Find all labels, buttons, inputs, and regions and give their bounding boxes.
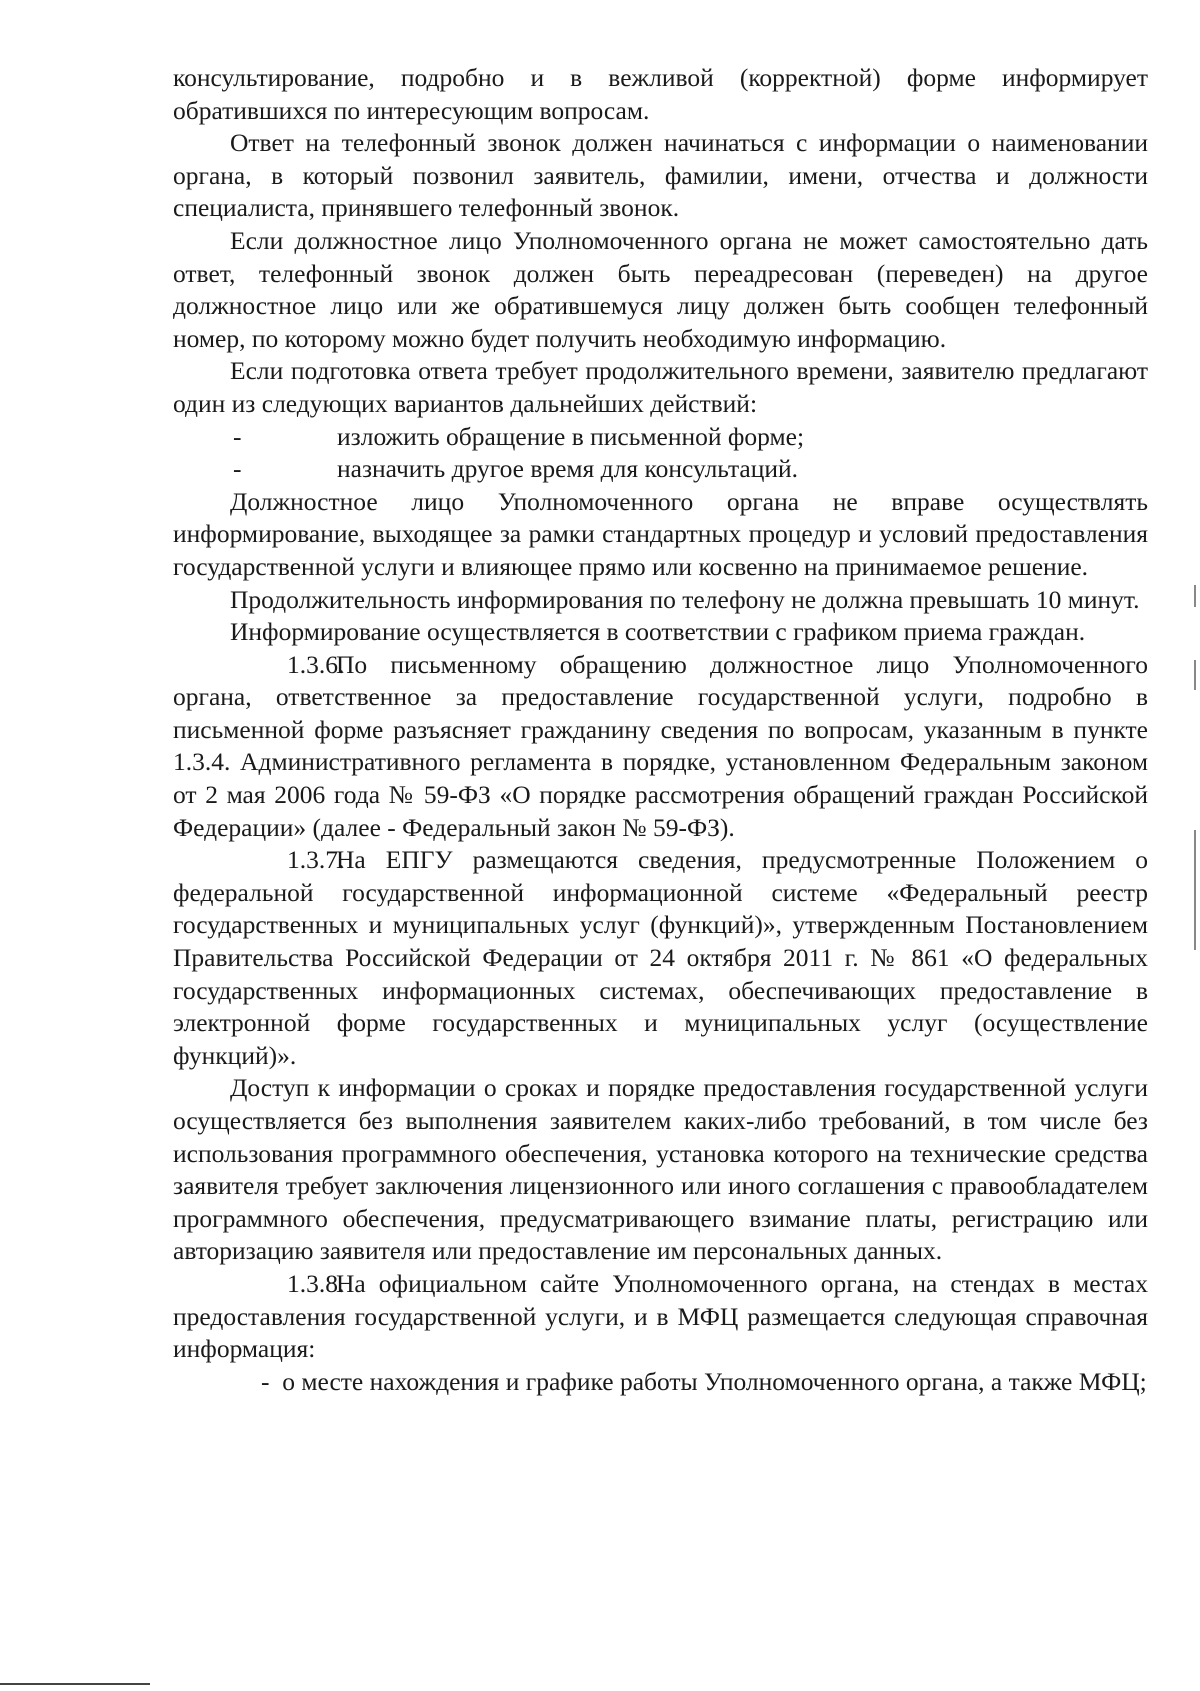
paragraph: Если подготовка ответа требует продолжительного времени, заявителю предлагают один из следующих вариантов дальнейших действий: <box>173 356 1148 418</box>
numbered-paragraph <box>173 1268 1148 1366</box>
clause-number: 1.3.6. <box>287 649 345 679</box>
paragraph: Ответ на телефонный звонок должен начинаться с информации о наименовании органа, в который позвонил заявитель, фамилии, имени, отчества и должности специалиста, принявшего телефонный звонок. <box>173 128 1148 223</box>
paragraph: Если должностное лицо Уполномоченного органа не может самостоятельно дать ответ, телефонный звонок должен быть переадресован (переведен) на другое должностное лицо или же обратившемуся лицу должен быть сообщен телефонный номер, по которому можно будет получить необходимую информацию. <box>173 225 1148 353</box>
paragraph: консультирование, подробно и в вежливой (корректной) форме информирует обратившихся по интересующим вопросам. <box>173 63 1148 125</box>
paragraph: Должностное лицо Уполномоченного органа не вправе осуществлять информирование, выходящее за рамки стандартных процедур и условий предоставления государственной услуги и влияющее прямо или косвенно на принимаемое решение. <box>173 486 1148 581</box>
scan-edge-mark <box>1194 830 1196 950</box>
paragraph: Продолжительность информирования по телефону не должна превышать 10 минут. <box>230 584 1140 614</box>
list-dash: - <box>233 454 242 484</box>
list-dash: - <box>261 1366 270 1396</box>
list-item <box>173 421 1148 454</box>
list-item-text: изложить обращение в письменной форме; <box>337 421 805 451</box>
paragraph: Информирование осуществляется в соответствии с графиком приема граждан. <box>230 617 1086 647</box>
clause-text: По письменному обращению должностное лицо Уполномоченного органа, ответственное за предоставление государственной услуги, подробно в письменной форме разъясняет гражданину сведения по вопросам, указанным в пункте 1.3.4. Административного регламента в порядке, установленном Федеральным законом от 2 мая 2006 года № 59-ФЗ «О порядке рассмотрения обращений граждан Российской Федерации» (далее - Федеральный закон № 59-ФЗ). <box>173 649 1148 842</box>
numbered-paragraph <box>173 844 1148 1072</box>
clause-number: 1.3.8. <box>287 1268 345 1298</box>
list-item-text: о месте нахождения и графике работы Уполномоченного органа, а также МФЦ; <box>282 1366 1147 1396</box>
scan-edge-mark <box>1194 660 1196 690</box>
document-page <box>173 62 1148 1398</box>
scan-bottom-line <box>0 1683 150 1685</box>
clause-text: На ЕПГУ размещаются сведения, предусмотренные Положением о федеральной государственной информационной системе «Федеральный реестр государственных и муниципальных услуг (функций)», утвержденным Постановлением Правительства Российской Федерации от 24 октября 2011 г. № 861 «О федеральных государственных информационных системах, обеспечивающих предоставление в электронной форме государственных и муниципальных услуг (осуществление функций)». <box>173 845 1148 1070</box>
clause-text: На официальном сайте Уполномоченного органа, на стендах в местах предоставления государственной услуги, и в МФЦ размещается следующая справочная информация: <box>173 1268 1148 1364</box>
paragraph: Доступ к информации о сроках и порядке предоставления государственной услуги осуществляется без выполнения заявителем каких-либо требований, в том числе без использования программного обеспечения, установка которого на технические средства заявителя требует заключения лицензионного или иного соглашения с правообладателем программного обеспечения, предусматривающего взимание платы, регистрацию или авторизацию заявителя или предоставление им персональных данных. <box>173 1073 1148 1266</box>
list-dash: - <box>233 421 242 451</box>
list-item <box>173 1366 1148 1399</box>
clause-number: 1.3.7. <box>287 845 345 875</box>
list-item <box>173 453 1148 486</box>
scan-edge-mark <box>1194 585 1196 607</box>
numbered-paragraph <box>173 649 1148 845</box>
list-item-text: назначить другое время для консультаций. <box>337 454 799 484</box>
